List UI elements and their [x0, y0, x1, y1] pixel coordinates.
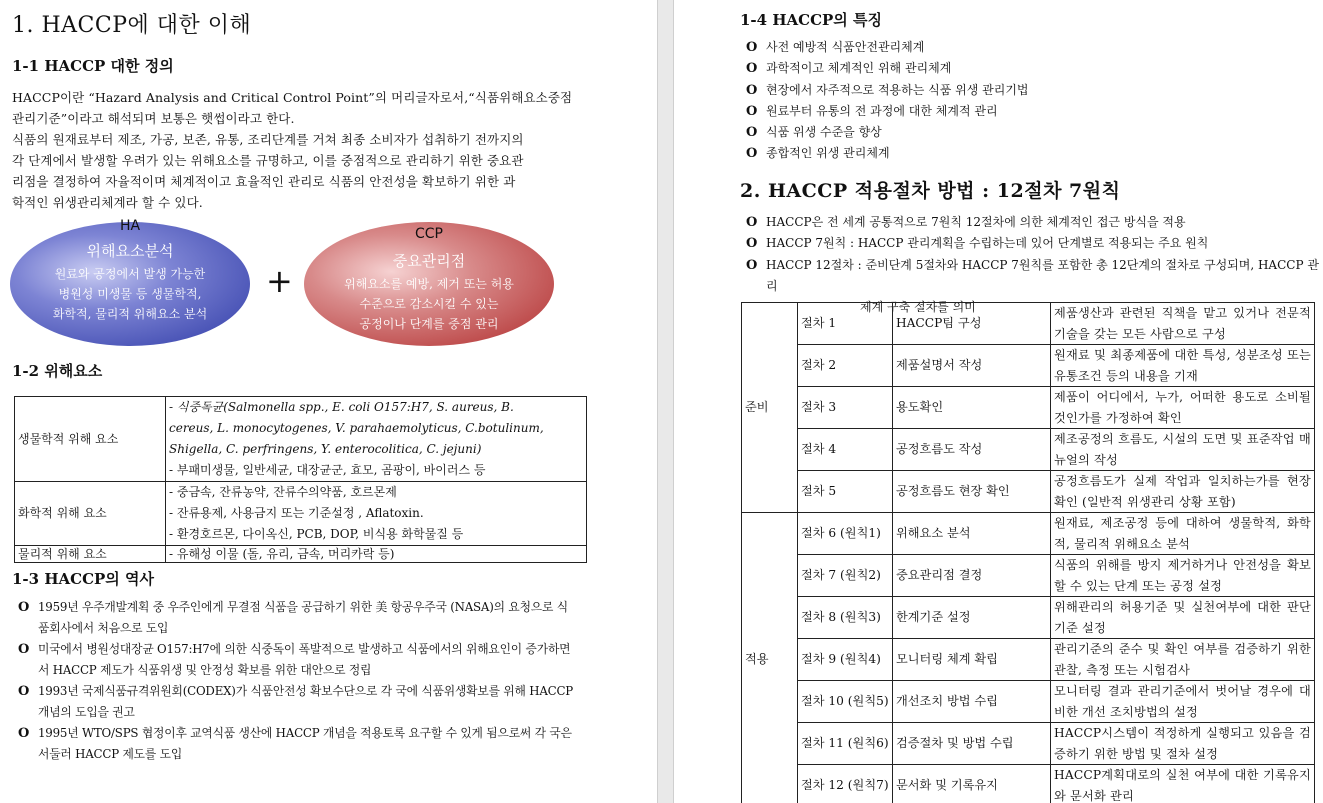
- list-item: [740, 58, 1300, 79]
- item-text: HACCP 7원칙 : HACCP 관리계획을 수립하는데 있어 단계별로 적용되는 주요 원칙: [766, 236, 1209, 251]
- ha-desc-line: 원료와 공정에서 발생 가능한: [54, 267, 206, 281]
- desc-cell: 제품생산과 관련된 직책을 맡고 있거나 전문적 기술을 갖는 모든 사람으로 구성: [1051, 303, 1315, 345]
- desc-cell: 원재료 및 최종제품에 대한 특성, 성분조성 또는 유통조건 등의 내용을 기재: [1051, 345, 1315, 387]
- step-cell: 절차 11 (원칙6): [798, 723, 893, 765]
- desc-cell: 관리기준의 준수 및 확인 여부를 검증하기 위한 관찰, 측정 또는 시험검사: [1051, 639, 1315, 681]
- desc-cell: 원재료, 제조공정 등에 대하여 생물학적, 화학적, 물리적 위해요소 분석: [1051, 513, 1315, 555]
- step-cell: 절차 6 (원칙1): [798, 513, 893, 555]
- item-text: HACCP은 전 세계 공통적으로 7원칙 12절차에 의한 체계적인 접근 방식을 적용: [766, 215, 1186, 229]
- hazard-items: [166, 397, 587, 482]
- name-cell: 모니터링 체계 확립: [893, 639, 1051, 681]
- table-row: [742, 345, 1315, 387]
- circle-bullet-icon: O: [18, 726, 30, 741]
- hazard-type: 화학적 위해 요소: [15, 482, 166, 546]
- item-text: 식품 위생 수준을 향상: [766, 125, 882, 140]
- ccp-ellipse: [304, 222, 554, 346]
- step-cell: 절차 5: [798, 471, 893, 513]
- item-line: 1995년 WTO/SPS 협정이후 교역식품 생산에 HACCP 개념을 적용토록 요구할 수 있게 됨으로써 각 국은: [38, 726, 572, 740]
- ccp-code: CCP: [415, 226, 443, 242]
- hazard-table: [14, 396, 587, 563]
- paragraph-line: 학적인 위생관리체계라 할 수 있다.: [12, 195, 203, 210]
- hazard-items: [166, 482, 587, 546]
- item-text: 종합적인 위생 관리체계: [766, 146, 890, 161]
- name-cell: 검증절차 및 방법 수립: [893, 723, 1051, 765]
- name-cell: HACCP팀 구성: [893, 303, 1051, 345]
- item-line: 1959년 우주개발계획 중 우주인에게 무결점 식품을 공급하기 위한 美 항공우주국 (NASA)의 요청으로 식: [38, 600, 568, 614]
- item-line: 서둘러 HACCP 제도를 도입: [38, 747, 183, 761]
- hazard-item: - 유해성 이물 (돌, 유리, 금속, 머리카락 등): [169, 547, 395, 561]
- list-item: [740, 101, 1300, 122]
- table-row: [15, 482, 587, 546]
- table-row: [742, 303, 1315, 345]
- hazard-type: 물리적 위해 요소: [15, 546, 166, 563]
- table-row: [742, 639, 1315, 681]
- table-row: [742, 429, 1315, 471]
- section-1-2-heading: 1-2 위해요소: [12, 362, 103, 380]
- hazard-item: cereus, L. monocytogenes, V. parahaemolyticus, C.botulinum,: [169, 421, 544, 435]
- circle-bullet-icon: O: [746, 236, 758, 252]
- item-line: 개념의 도입을 권고: [38, 705, 135, 719]
- name-cell: 위해요소 분석: [893, 513, 1051, 555]
- list-item: [740, 212, 1320, 233]
- step-cell: 절차 1: [798, 303, 893, 345]
- circle-bullet-icon: O: [746, 82, 758, 98]
- paragraph-line: 관리기준”이라고 해석되며 보통은 햇썹이라고 한다.: [12, 111, 295, 126]
- item-text: 원료부터 유통의 전 과정에 대한 체계적 관리: [766, 103, 998, 118]
- list-item: [740, 80, 1300, 101]
- name-cell: 용도확인: [893, 387, 1051, 429]
- hazard-item: - 잔류용제, 사용금지 또는 기준설정 , Aflatoxin.: [169, 506, 424, 520]
- ha-ellipse: [10, 218, 250, 346]
- left-page: [0, 0, 660, 803]
- ccp-desc-line: 공정이나 단계를 중점 관리: [359, 317, 499, 331]
- desc-cell: 제조공정의 흐름도, 시설의 도면 및 표준작업 매뉴얼의 작성: [1051, 429, 1315, 471]
- table-row: [742, 513, 1315, 555]
- ha-name: 위해요소분석: [86, 242, 174, 260]
- item-line: 서 HACCP 제도가 식품위생 및 안정성 확보를 위한 대안으로 정립: [38, 663, 372, 677]
- hazard-type: 생물학적 위해 요소: [15, 397, 166, 482]
- step-cell: 절차 8 (원칙3): [798, 597, 893, 639]
- circle-bullet-icon: O: [746, 61, 758, 77]
- paragraph-line: 각 단계에서 발생할 우려가 있는 위해요소를 규명하고, 이를 중점적으로 관리하기 위한 중요관: [12, 153, 524, 168]
- definition-paragraph: [12, 87, 590, 213]
- item-text: 과학적이고 체계적인 위해 관리체계: [766, 61, 952, 76]
- desc-cell: HACCP계획대로의 실천 여부에 대한 기록유지와 문서화 관리: [1051, 765, 1315, 803]
- paragraph-line: HACCP이란 “Hazard Analysis and Critical Control Point”의 머리글자로서,“식품위해요소중점: [12, 90, 573, 105]
- page-gap: [657, 0, 674, 803]
- step-cell: 절차 3: [798, 387, 893, 429]
- circle-bullet-icon: O: [18, 684, 30, 699]
- step-cell: 절차 10 (원칙5): [798, 681, 893, 723]
- item-line: 품회사에서 처음으로 도입: [38, 621, 169, 635]
- desc-cell: 위해관리의 허용기준 및 실천여부에 대한 판단기준 설정: [1051, 597, 1315, 639]
- table-row: [742, 471, 1315, 513]
- item-line: 1993년 국제식품규격위원회(CODEX)가 식품안전성 확보수단으로 각 국에 식품위생확보를 위해 HACCP: [38, 684, 574, 698]
- list-item: [12, 681, 592, 723]
- desc-cell: 제품이 어디에서, 누가, 어떠한 용도로 소비될 것인가를 가정하여 확인: [1051, 387, 1315, 429]
- circle-bullet-icon: O: [746, 257, 758, 273]
- hazard-item: - 식중독균(Salmonella spp., E. coli O157:H7, S. aureus, B.: [169, 400, 514, 414]
- list-item: [740, 37, 1300, 58]
- name-cell: 공정흐름도 작성: [893, 429, 1051, 471]
- name-cell: 문서화 및 기록유지: [893, 765, 1051, 803]
- list-item: [12, 723, 592, 765]
- list-item: [740, 233, 1320, 254]
- procedure-table: [741, 302, 1315, 803]
- ha-desc: [53, 264, 207, 324]
- section-1-3-heading: 1-3 HACCP의 역사: [12, 570, 154, 588]
- circle-bullet-icon: O: [18, 600, 30, 615]
- hazard-item: - 부패미생물, 일반세균, 대장균군, 효모, 곰팡이, 바이러스 등: [169, 463, 486, 477]
- step-cell: 절차 4: [798, 429, 893, 471]
- name-cell: 개선조치 방법 수립: [893, 681, 1051, 723]
- features-list: [740, 37, 1300, 165]
- plus-sign: +: [266, 262, 293, 300]
- item-text: 사전 예방적 식품안전관리체계: [766, 40, 925, 54]
- list-item: [740, 143, 1300, 164]
- circle-bullet-icon: O: [746, 146, 758, 162]
- desc-cell: HACCP시스템이 적정하게 실행되고 있음을 검증하기 위한 방법 및 절차 설정: [1051, 723, 1315, 765]
- hazard-items: [166, 546, 587, 563]
- section-1-1-heading: 1-1 HACCP 대한 정의: [12, 57, 174, 75]
- ccp-desc-line: 수준으로 감소시킬 수 있는: [359, 297, 499, 311]
- section-1-4-heading: 1-4 HACCP의 특징: [740, 11, 882, 29]
- desc-cell: 모니터링 결과 관리기준에서 벗어날 경우에 대비한 개선 조치방법의 설정: [1051, 681, 1315, 723]
- table-row: [742, 681, 1315, 723]
- list-item: [740, 122, 1300, 143]
- name-cell: 한계기준 설정: [893, 597, 1051, 639]
- table-row: [742, 555, 1315, 597]
- step-cell: 절차 7 (원칙2): [798, 555, 893, 597]
- phase-label: 적용: [742, 513, 798, 803]
- item-text: 현장에서 자주적으로 적용하는 식품 위생 관리기법: [766, 82, 1029, 97]
- list-item: [12, 597, 592, 639]
- name-cell: 중요관리점 결정: [893, 555, 1051, 597]
- list-item: [12, 639, 592, 681]
- circle-bullet-icon: O: [746, 215, 758, 230]
- item-line: 체계 구축 절차를 의미: [860, 300, 976, 315]
- ccp-name: 중요관리점: [392, 252, 466, 270]
- page-title: 1. HACCP에 대한 이해: [12, 13, 252, 38]
- step-cell: 절차 2: [798, 345, 893, 387]
- ha-desc-line: 화학적, 물리적 위해요소 분석: [52, 307, 208, 321]
- hazard-item: - 중금속, 잔류농약, 잔류수의약품, 호르몬제: [169, 485, 397, 499]
- table-row: [742, 597, 1315, 639]
- desc-cell: 식품의 위해를 방지 제거하거나 안전성을 확보할 수 있는 단계 또는 공정 설정: [1051, 555, 1315, 597]
- table-row: [742, 765, 1315, 803]
- paragraph-line: 식품의 원재료부터 제조, 가공, 보존, 유통, 조리단계를 거쳐 최종 소비자가 섭취하기 전까지의: [12, 132, 524, 147]
- paragraph-line: 리점을 결정하여 자율적이며 체계적이고 효율적인 관리로 식품의 안전성을 확보하기 위한 과: [12, 174, 516, 189]
- hazard-item: - 환경호르몬, 다이옥신, PCB, DOP, 비식용 화학물질 등: [169, 527, 464, 541]
- table-row: [15, 397, 587, 482]
- circle-bullet-icon: O: [746, 103, 758, 119]
- desc-cell: 공정흐름도가 실제 작업과 일치하는가를 현장 확인 (일반적 위생관리 상황 포함): [1051, 471, 1315, 513]
- circle-bullet-icon: O: [746, 125, 758, 141]
- right-page: [674, 0, 1323, 803]
- step-cell: 절차 12 (원칙7): [798, 765, 893, 803]
- phase-label: 준비: [742, 303, 798, 513]
- ha-desc-line: 병원성 미생물 등 생물학적,: [58, 287, 202, 301]
- table-row: [742, 723, 1315, 765]
- ccp-desc: [344, 274, 514, 334]
- circle-bullet-icon: O: [18, 642, 30, 657]
- table-row: [742, 387, 1315, 429]
- item-line: 미국에서 병원성대장균 O157:H7에 의한 식중독이 폭발적으로 발생하고 식품에서의 위해요인이 증가하면: [38, 642, 571, 656]
- table-row: [15, 546, 587, 563]
- section-2-title: 2. HACCP 적용절차 방법 : 12절차 7원칙: [740, 180, 1121, 202]
- hazard-item: Shigella, C. perfringens, Y. enterocolitica, C. jejuni): [169, 442, 482, 456]
- name-cell: 제품설명서 작성: [893, 345, 1051, 387]
- step-cell: 절차 9 (원칙4): [798, 639, 893, 681]
- item-line: HACCP 12절차 : 준비단계 5절차와 HACCP 7원칙를 포함한 총 12단계의 절차로 구성되며, HACCP 관리: [766, 257, 1319, 293]
- name-cell: 공정흐름도 현장 확인: [893, 471, 1051, 513]
- ccp-desc-line: 위해요소를 예방, 제거 또는 허용: [344, 277, 514, 291]
- circle-bullet-icon: O: [746, 40, 758, 55]
- history-list: [12, 597, 592, 765]
- ha-code: HA: [119, 218, 141, 234]
